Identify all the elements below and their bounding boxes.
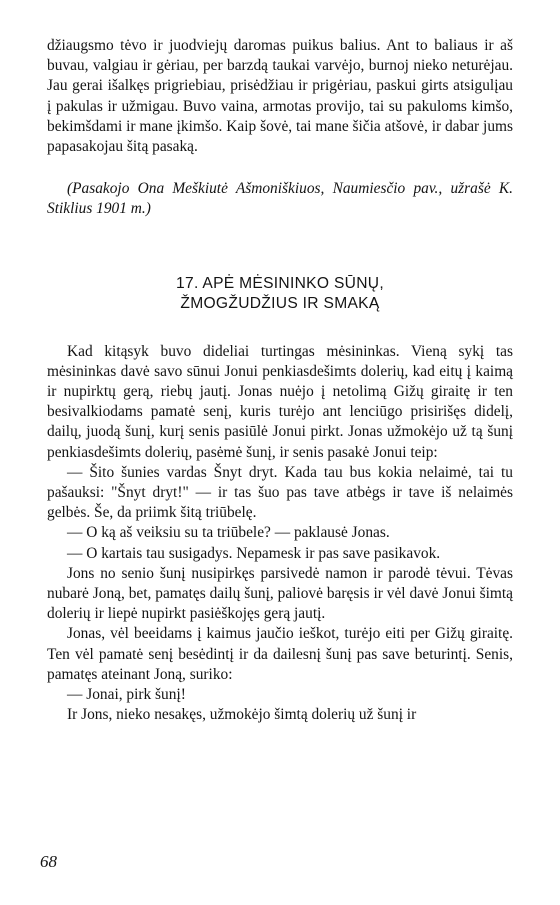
story-paragraph: Kad kitąsyk buvo dideliai turtingas mėsininkas. Vieną sykį tas mėsininkas davė savo sūnui Jonui penkiasdešimts dolerių, kad eitų į kaimą ir nupirktų gerą, riebų jautį. Jonas nuėjo į netolimą Gižų giraitę ir ten besivalkiodams pamatė senį, kuris turėjo ant lenciūgo prisirišęs didelį, dailų, juodą šunį, kurį senis pasiūlė Jonui pirkt. Jonas užmokėjo už tą šunį penkiasdešimts dolerių, pasėmė šunį, ir senis pasakė Jonui teip:: [47, 342, 513, 461]
story-title: [47, 274, 513, 314]
source-note: (Pasakojo Ona Meškiutė Ašmoniškiuos, Naumiesčio pav., užrašė K. Stiklius 1901 m.): [47, 180, 513, 218]
story-title-line-1: 17. APĖ MĖSININKO SŪNŲ,: [176, 274, 384, 292]
story-paragraph: — Šito šunies vardas Šnyt dryt. Kada tau bus kokia nelaimė, tai tu pašauksi: "Šnyt dryt!" — ir tas šuo pas tave atbėgs ir tave iš nelaimės gelbės. Še, da priimk šitą triūbelę.: [47, 463, 513, 522]
page-number: 68: [40, 852, 57, 871]
story-paragraph: Jons no senio šunį nusipirkęs parsivedė namon ir parodė tėvui. Tėvas nubarė Joną, bet, pamatęs dailų šunį, paliovė baręsis ir vėl davė Jonui šimtą dolerių ir liepė nupirkt pasiėškojęs gerą jautį.: [47, 564, 513, 623]
story-title-line-2: ŽMOGŽUDŽIUS IR SMAKĄ: [180, 294, 380, 312]
story-paragraph: — Jonai, pirk šunį!: [67, 686, 186, 704]
book-page: [47, 36, 513, 725]
story-paragraph: Ir Jons, nieko nesakęs, užmokėjo šimtą dolerių už šunį ir: [67, 706, 417, 724]
story-paragraph: — O ką aš veiksiu su ta triūbele? — paklausė Jonas.: [67, 524, 390, 542]
story-paragraph: — O kartais tau susigadys. Nepamesk ir pas save pasikavok.: [67, 544, 441, 562]
story-paragraph: Jonas, vėl beeidams į kaimus jaučio ieškot, turėjo eiti per Gižų giraitę. Ten vėl pamatė senį besėdintį ir da dailesnį šunį pas save beturintį. Senis, pamatęs ateinant Joną, suriko:: [47, 625, 513, 683]
intro-paragraph: džiaugsmo tėvo ir juodviejų daromas puikus balius. Ant to baliaus ir aš buvau, valgiau ir gėriau, per barzdą taukai varvėjo, burnoj nieko neturėjau. Jau gerai išalkęs prigriebiau, prisėdžiau ir prigėriau, paskui girts atsigulįau į pakulas ir užmigau. Buvo vaina, armotas provijo, tai su pakuloms kimšo, bekimšdami ir mane įkimšo. Kaip šovė, tai mane šičia atšovė, ir dabar jums papasakojau šitą pasaką.: [47, 37, 513, 156]
